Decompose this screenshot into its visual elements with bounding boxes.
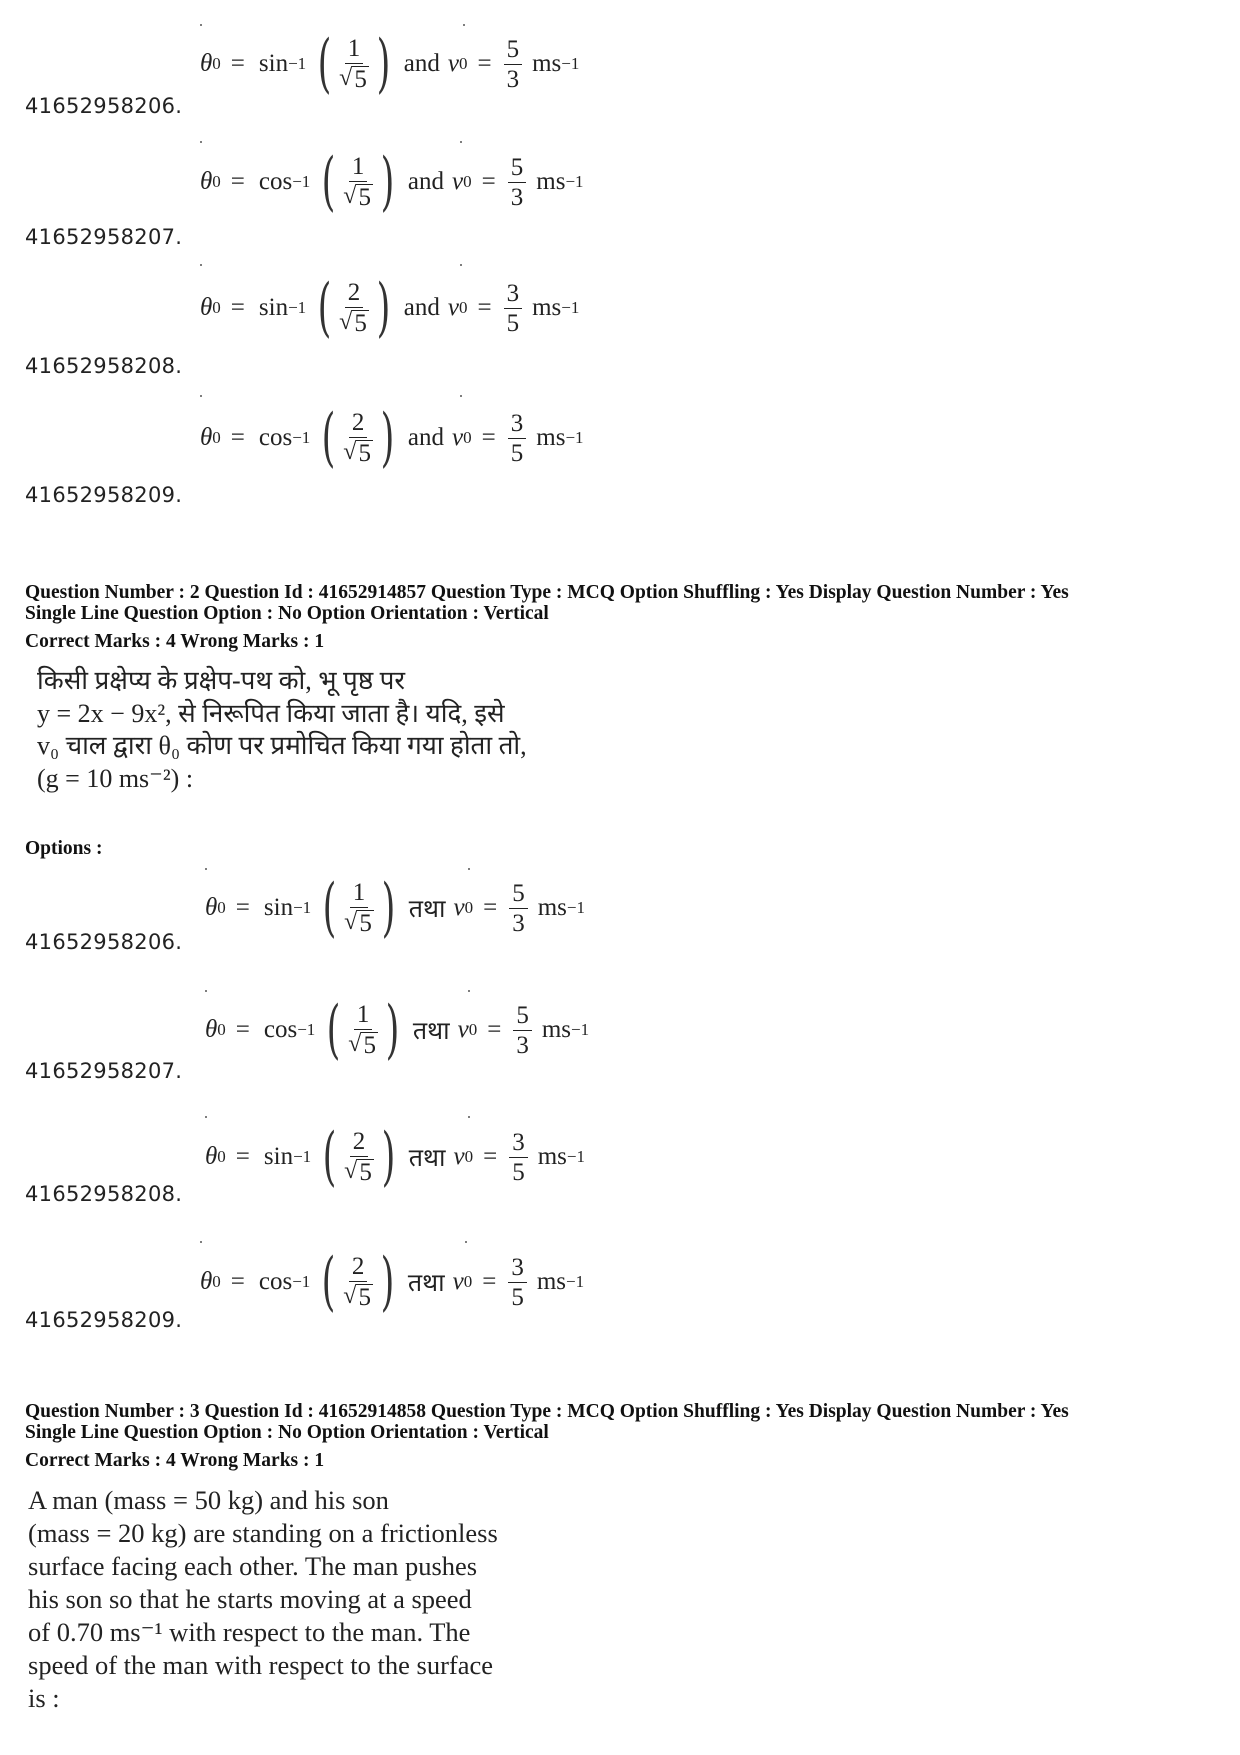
theta-symbol: θ xyxy=(205,1143,218,1170)
equals-sign: = xyxy=(230,1268,245,1295)
speed-numerator: 5 xyxy=(508,155,527,183)
fraction-numerator: 2 xyxy=(349,1254,368,1282)
trig-function: cos xyxy=(258,168,293,195)
option-equation xyxy=(200,271,580,345)
unit-exponent: −1 xyxy=(561,54,580,73)
speed-numerator: 3 xyxy=(504,281,523,309)
left-paren: ( xyxy=(326,993,341,1067)
speed-denominator: 5 xyxy=(510,439,524,467)
speed-denominator: 3 xyxy=(512,909,525,937)
speed-numerator: 5 xyxy=(509,881,528,909)
parenthesized-fraction xyxy=(312,27,396,101)
theta-subscript: 0 xyxy=(212,54,221,73)
question-meta: Question Number : 3 Question Id : 41652914858 Question Type : MCQ Option Shuffling : Yes Display Question Number : Yes xyxy=(25,1401,1069,1422)
question-text-line: v₀ चाल द्वारा θ₀ कोण पर प्रमोचित किया गया होता तो, xyxy=(37,731,527,760)
velocity-symbol: v xyxy=(457,1016,469,1043)
scan-dot xyxy=(205,990,207,992)
question-text-line: A man (mass = 50 kg) and his son xyxy=(28,1485,389,1515)
fraction-numerator: 1 xyxy=(349,154,368,182)
option-id[interactable]: 41652958207. xyxy=(25,1059,183,1083)
fraction xyxy=(343,1254,373,1310)
speed-numerator: 5 xyxy=(513,1003,532,1031)
theta-symbol: θ xyxy=(205,894,218,921)
speed-fraction xyxy=(504,281,523,336)
speed-denominator: 3 xyxy=(510,183,524,211)
trig-function: cos xyxy=(258,1268,293,1295)
left-paren: ( xyxy=(317,271,332,345)
connector-word: तथा xyxy=(408,896,446,923)
theta-symbol: θ xyxy=(200,168,213,195)
equals-sign: = xyxy=(230,294,245,321)
option-id[interactable]: 41652958206. xyxy=(25,94,183,118)
theta-subscript: 0 xyxy=(212,298,221,317)
parenthesized-fraction xyxy=(316,145,400,219)
speed-fraction xyxy=(504,37,523,92)
scan-dot xyxy=(205,1116,207,1118)
theta-subscript: 0 xyxy=(212,428,221,447)
question-meta-options: Single Line Question Option : No Option Orientation : Vertical xyxy=(25,603,549,624)
connector-word: and xyxy=(407,424,445,451)
sqrt-icon: √ xyxy=(343,183,357,209)
left-paren: ( xyxy=(321,401,336,475)
sqrt-icon: √ xyxy=(344,909,358,935)
velocity-subscript: 0 xyxy=(463,1272,473,1291)
speed-fraction xyxy=(509,881,528,936)
parenthesized-fraction xyxy=(321,993,405,1067)
fraction-denominator xyxy=(343,1282,373,1310)
right-paren: ) xyxy=(381,871,396,945)
inverse-exponent: −1 xyxy=(288,298,307,317)
scan-dot xyxy=(200,141,202,143)
scan-dot xyxy=(468,990,470,992)
fraction-numerator: 2 xyxy=(345,280,364,308)
equals-sign: = xyxy=(235,1143,250,1170)
equals-sign: = xyxy=(230,424,245,451)
radicand: 5 xyxy=(354,310,367,337)
option-equation xyxy=(200,145,584,219)
fraction-denominator xyxy=(343,438,373,466)
left-paren: ( xyxy=(322,871,337,945)
radicand: 5 xyxy=(358,1284,371,1311)
velocity-symbol: v xyxy=(453,894,465,921)
equals-sign: = xyxy=(230,168,245,195)
fraction-denominator xyxy=(348,1030,378,1058)
question-marks: Correct Marks : 4 Wrong Marks : 1 xyxy=(25,631,325,652)
speed-fraction xyxy=(508,411,527,466)
scan-dot xyxy=(460,141,462,143)
fraction-denominator xyxy=(344,1157,374,1185)
equals-sign: = xyxy=(481,168,496,195)
connector-word: तथा xyxy=(408,1145,446,1172)
connector-word: तथा xyxy=(412,1018,450,1045)
fraction xyxy=(339,280,369,336)
question-text-line: is : xyxy=(28,1683,60,1713)
equals-sign: = xyxy=(235,894,250,921)
option-equation xyxy=(205,871,585,945)
fraction-numerator: 2 xyxy=(349,410,368,438)
unit-exponent: −1 xyxy=(566,1272,585,1291)
question-meta: Question Number : 2 Question Id : 41652914857 Question Type : MCQ Option Shuffling : Yes Display Question Number : Yes xyxy=(25,582,1069,603)
unit: ms xyxy=(537,1143,567,1170)
fraction-denominator xyxy=(344,908,374,936)
theta-symbol: θ xyxy=(200,294,213,321)
question-meta-options: Single Line Question Option : No Option Orientation : Vertical xyxy=(25,1422,549,1443)
unit: ms xyxy=(532,50,562,77)
option-id[interactable]: 41652958209. xyxy=(25,483,183,507)
right-paren: ) xyxy=(381,1120,396,1194)
question-text-line: surface facing each other. The man pushes xyxy=(28,1551,478,1581)
inverse-exponent: −1 xyxy=(292,428,311,447)
option-equation xyxy=(200,401,584,475)
option-id[interactable]: 41652958206. xyxy=(25,930,183,954)
trig-function: sin xyxy=(263,1143,294,1170)
speed-numerator: 3 xyxy=(508,1255,527,1283)
unit: ms xyxy=(536,424,566,451)
option-id[interactable]: 41652958209. xyxy=(25,1308,183,1332)
scan-dot xyxy=(200,264,202,266)
option-id[interactable]: 41652958208. xyxy=(25,354,183,378)
equals-sign: = xyxy=(481,424,496,451)
trig-function: sin xyxy=(258,294,289,321)
inverse-exponent: −1 xyxy=(288,54,307,73)
connector-word: and xyxy=(407,168,445,195)
speed-numerator: 3 xyxy=(509,1130,528,1158)
fraction-numerator: 1 xyxy=(345,36,364,64)
fraction xyxy=(344,1129,374,1185)
question-text xyxy=(37,665,527,795)
velocity-subscript: 0 xyxy=(459,298,468,317)
speed-denominator: 5 xyxy=(511,1283,524,1311)
option-id[interactable]: 41652958208. xyxy=(25,1182,183,1206)
scan-dot xyxy=(460,264,462,266)
theta-symbol: θ xyxy=(205,1016,218,1043)
velocity-symbol: v xyxy=(452,1268,464,1295)
speed-numerator: 5 xyxy=(504,37,523,65)
question-marks: Correct Marks : 4 Wrong Marks : 1 xyxy=(25,1450,325,1471)
connector-word: and xyxy=(403,50,440,77)
unit-exponent: −1 xyxy=(571,1020,590,1039)
equals-sign: = xyxy=(235,1016,250,1043)
velocity-subscript: 0 xyxy=(468,1020,478,1039)
equals-sign: = xyxy=(477,50,492,77)
sqrt-icon: √ xyxy=(343,439,357,465)
radicand: 5 xyxy=(359,910,372,937)
scan-dot xyxy=(200,1241,202,1243)
velocity-subscript: 0 xyxy=(463,172,472,191)
velocity-symbol: v xyxy=(452,168,464,195)
theta-symbol: θ xyxy=(200,50,213,77)
left-paren: ( xyxy=(321,145,336,219)
velocity-subscript: 0 xyxy=(459,54,468,73)
fraction-denominator xyxy=(343,182,373,210)
trig-function: cos xyxy=(258,424,293,451)
unit: ms xyxy=(537,894,567,921)
left-paren: ( xyxy=(317,27,332,101)
fraction-denominator xyxy=(339,64,369,92)
theta-symbol: θ xyxy=(200,424,213,451)
unit: ms xyxy=(536,168,566,195)
unit-exponent: −1 xyxy=(561,298,580,317)
scan-dot xyxy=(460,395,462,397)
option-id[interactable]: 41652958207. xyxy=(25,225,183,249)
question-text xyxy=(28,1484,540,1715)
connector-word: तथा xyxy=(407,1270,445,1297)
question-text-line: y = 2x − 9x², से निरूपित किया जाता है। यदि, इसे xyxy=(37,698,505,728)
scan-dot xyxy=(468,868,470,870)
fraction xyxy=(343,410,373,466)
theta-subscript: 0 xyxy=(217,898,226,917)
equals-sign: = xyxy=(230,50,245,77)
theta-subscript: 0 xyxy=(217,1020,226,1039)
equals-sign: = xyxy=(483,1143,498,1170)
question-text-line: his son so that he starts moving at a speed xyxy=(28,1584,472,1614)
radicand: 5 xyxy=(363,1032,376,1059)
speed-fraction xyxy=(508,155,527,210)
unit-exponent: −1 xyxy=(565,172,584,191)
right-paren: ) xyxy=(376,271,391,345)
inverse-exponent: −1 xyxy=(293,1147,312,1166)
parenthesized-fraction xyxy=(312,271,396,345)
theta-subscript: 0 xyxy=(212,172,221,191)
trig-function: sin xyxy=(258,50,289,77)
question-text-line: of 0.70 ms⁻¹ with respect to the man. The xyxy=(28,1617,471,1647)
sqrt-icon: √ xyxy=(348,1031,362,1057)
left-paren: ( xyxy=(321,1245,336,1319)
fraction-numerator: 2 xyxy=(350,1129,369,1157)
theta-subscript: 0 xyxy=(217,1147,226,1166)
trig-function: sin xyxy=(263,894,294,921)
inverse-exponent: −1 xyxy=(297,1020,316,1039)
connector-word: and xyxy=(403,294,440,321)
radicand: 5 xyxy=(354,66,367,93)
option-equation xyxy=(205,993,590,1067)
sqrt-icon: √ xyxy=(343,1283,357,1309)
speed-fraction xyxy=(508,1255,527,1310)
scan-dot xyxy=(465,1241,467,1243)
question-text-line: (g = 10 ms⁻²) : xyxy=(37,763,194,793)
right-paren: ) xyxy=(380,145,395,219)
unit: ms xyxy=(541,1016,572,1043)
scan-dot xyxy=(468,1116,470,1118)
unit: ms xyxy=(536,1268,567,1295)
radicand: 5 xyxy=(359,1159,372,1186)
inverse-exponent: −1 xyxy=(292,1272,311,1291)
options-label: Options : xyxy=(25,838,103,859)
fraction-denominator xyxy=(339,308,369,336)
question-text-line: speed of the man with respect to the surface xyxy=(28,1650,494,1680)
fraction xyxy=(344,880,374,936)
equals-sign: = xyxy=(483,894,498,921)
unit-exponent: −1 xyxy=(566,1147,585,1166)
inverse-exponent: −1 xyxy=(293,898,312,917)
sqrt-icon: √ xyxy=(344,1158,358,1184)
fraction xyxy=(339,36,369,92)
velocity-symbol: v xyxy=(452,424,464,451)
sqrt-icon: √ xyxy=(339,309,353,335)
fraction-numerator: 1 xyxy=(350,880,369,908)
parenthesized-fraction xyxy=(317,1120,401,1194)
option-equation xyxy=(205,1120,585,1194)
velocity-symbol: v xyxy=(447,294,459,321)
theta-subscript: 0 xyxy=(212,1272,221,1291)
option-equation xyxy=(200,1245,585,1319)
unit-exponent: −1 xyxy=(565,428,584,447)
speed-denominator: 5 xyxy=(512,1158,525,1186)
velocity-subscript: 0 xyxy=(463,428,472,447)
scan-dot xyxy=(205,868,207,870)
right-paren: ) xyxy=(380,1245,395,1319)
velocity-symbol: v xyxy=(447,50,459,77)
unit-exponent: −1 xyxy=(566,898,585,917)
velocity-symbol: v xyxy=(453,1143,465,1170)
scan-dot xyxy=(200,24,202,26)
speed-denominator: 3 xyxy=(516,1031,529,1059)
scan-dot xyxy=(463,24,465,26)
question-text-line: (mass = 20 kg) are standing on a frictionless xyxy=(28,1518,498,1548)
right-paren: ) xyxy=(376,27,391,101)
question-text-line: किसी प्रक्षेप्य के प्रक्षेप-पथ को, भू पृष्ठ पर xyxy=(37,666,406,695)
equals-sign: = xyxy=(477,294,492,321)
parenthesized-fraction xyxy=(317,871,401,945)
speed-denominator: 3 xyxy=(506,65,520,93)
speed-fraction xyxy=(513,1003,532,1058)
speed-fraction xyxy=(509,1130,528,1185)
parenthesized-fraction xyxy=(316,1245,400,1319)
unit: ms xyxy=(532,294,562,321)
right-paren: ) xyxy=(385,993,400,1067)
parenthesized-fraction xyxy=(316,401,400,475)
velocity-subscript: 0 xyxy=(464,898,474,917)
right-paren: ) xyxy=(380,401,395,475)
theta-symbol: θ xyxy=(200,1268,213,1295)
velocity-subscript: 0 xyxy=(464,1147,474,1166)
left-paren: ( xyxy=(322,1120,337,1194)
option-equation xyxy=(200,27,580,101)
sqrt-icon: √ xyxy=(339,65,353,91)
fraction xyxy=(343,154,373,210)
trig-function: cos xyxy=(263,1016,298,1043)
fraction-numerator: 1 xyxy=(354,1002,373,1030)
speed-denominator: 5 xyxy=(506,309,520,337)
scan-dot xyxy=(200,395,202,397)
equals-sign: = xyxy=(487,1016,502,1043)
speed-numerator: 3 xyxy=(508,411,527,439)
equals-sign: = xyxy=(482,1268,497,1295)
inverse-exponent: −1 xyxy=(292,172,311,191)
fraction xyxy=(348,1002,378,1058)
radicand: 5 xyxy=(358,184,371,211)
radicand: 5 xyxy=(358,440,371,467)
